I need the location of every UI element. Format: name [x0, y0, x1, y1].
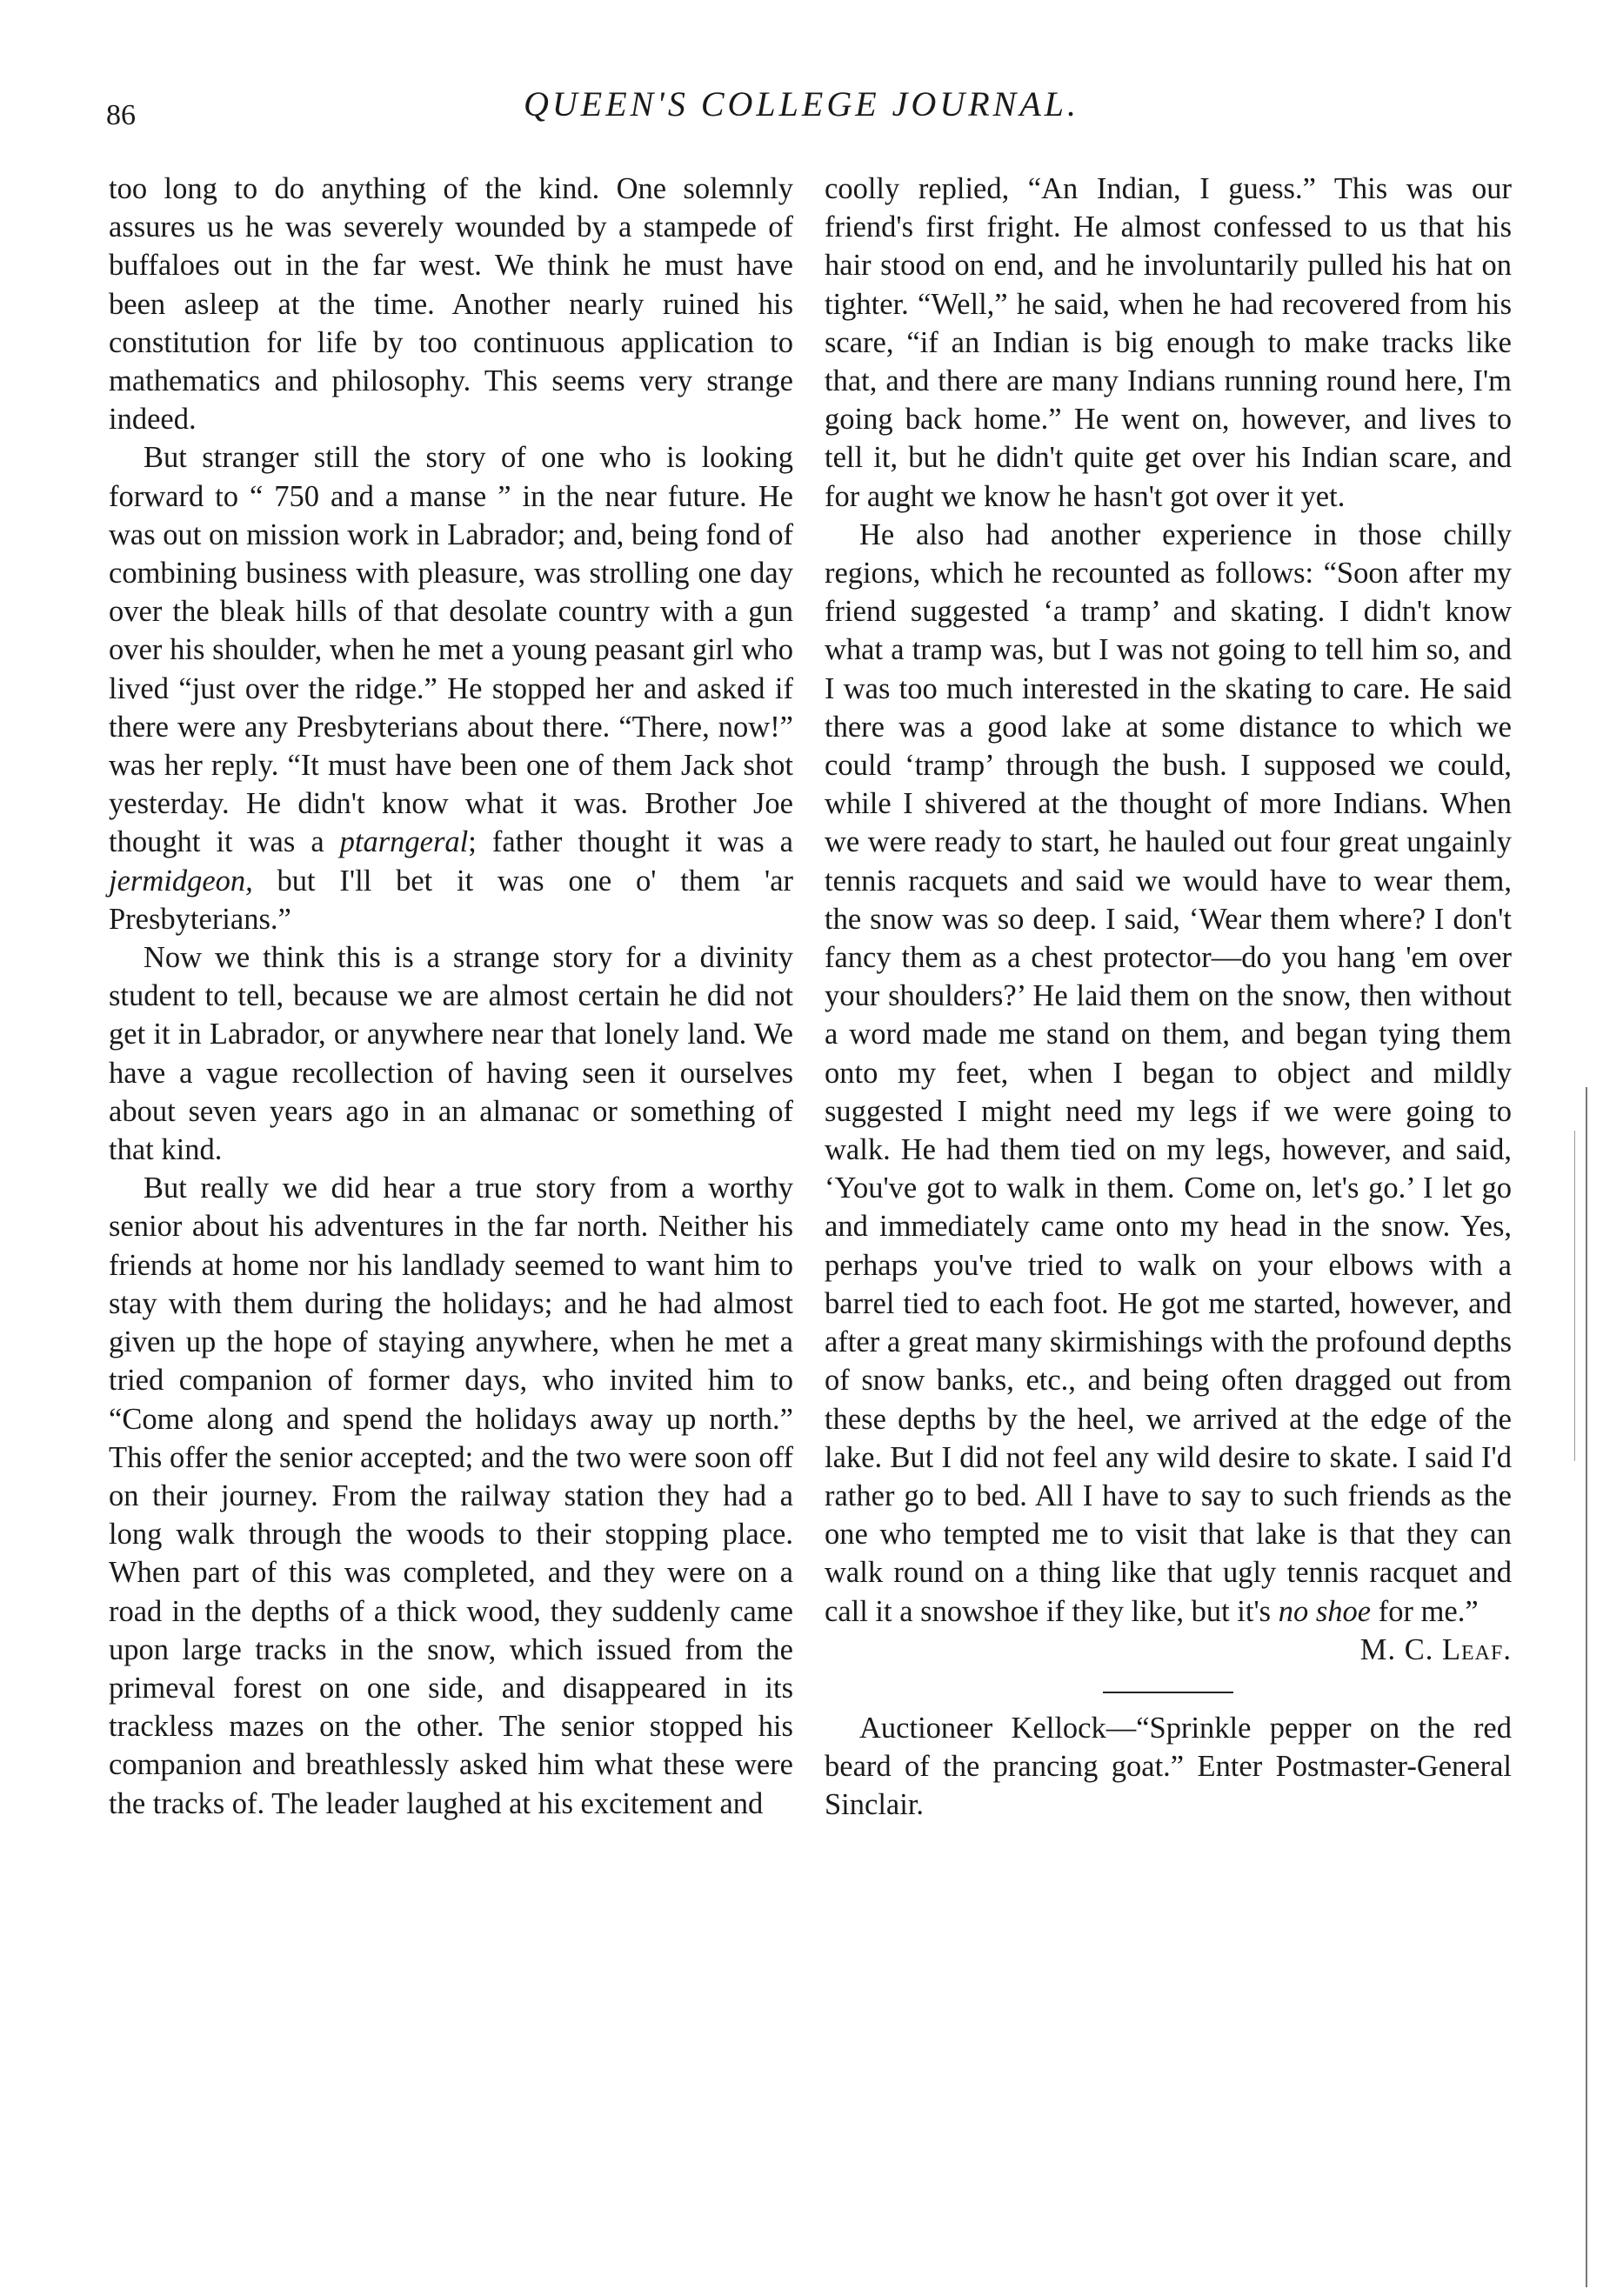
paragraph	[109, 438, 793, 938]
text-run: for me.”	[1371, 1594, 1479, 1628]
paragraph: But really we did hear a true story from a worthy senior about his adventures in the far north. Neither his friends at home nor his landlady seemed to want him to stay with them during the holidays; and he had almost given up the hope of staying anywhere, when he met a tried companion of former days, who invited him to “Come along and spend the holidays away up north.” This offer the senior accepted; and the two were soon off on their journey. From the railway station they had a long walk through the woods to their stopping place. When part of this was completed, and they were on a road in the depths of a thick wood, they suddenly came upon large tracks in the snow, which issued from the primeval forest on one side, and disappeared in its trackless mazes on the other. The senior stopped his companion and breathlessly asked him what these were the tracks of. The leader laughed at his excitement and	[109, 1171, 793, 1820]
running-head	[0, 80, 1603, 132]
signature-line	[825, 1631, 1512, 1669]
text-run: ; father thought it was a	[468, 825, 793, 859]
scan-edge-line	[1586, 1087, 1587, 2287]
journal-title: QUEEN'S COLLEGE JOURNAL.	[523, 84, 1079, 123]
text-run: He also had another experience in those chilly regions, which he recounted as follows: “Soon after my friend suggested ‘a tramp’ and skating. I didn't know what a tramp was, but I was not going to tell him so, and I was too much interested in the skating to care. He said there was a good lake at some distance to which we could ‘tramp’ through the bush. I supposed we could, while I shivered at the thought of more Indians. When we were ready to start, he hauled out four great ungainly tennis racquets and said we would have to wear them, the snow was so deep. I said, ‘Wear them where? I don't fancy them as a chest protector—do you hang 'em over your shoulders?’ He laid them on the snow, then without a word made me stand on them, and began tying them onto my feet, when I began to object and mildly suggested I might need my legs if we were going to walk. He had them tied on my legs, however, and said, ‘You've got to walk in them. Come on, let's go.’ I let go and immediately came onto my head in the snow. Yes, perhaps you've tried to walk on your elbows with a barrel tied to each foot. He got me started, however, and after a great many skirmishings with the profound depths of snow banks, etc., and being often dragged out from these depths by the heel, we arrived at the edge of the lake. But I did not feel any wild desire to skate. I said I'd rather go to bed. All I have to say to such friends as the one who tempted me to visit that lake is that they can walk round on a thing like that ugly tennis racquet and call it a snowshoe if they like, but it's	[825, 517, 1512, 1628]
italic-word: jermidgeon,	[109, 864, 253, 898]
italic-phrase: no shoe	[1278, 1594, 1372, 1628]
right-column	[825, 170, 1512, 2196]
scan-edge-line	[1574, 1131, 1575, 1461]
left-column	[109, 170, 793, 2196]
author-signature: M. C. Leaf.	[1359, 1632, 1512, 1666]
paragraph	[825, 516, 1512, 1631]
text-run: But stranger still the story of one who is looking forward to “ 750 and a manse ” in the near future. He was out on mission work in Labrador; and, being fond of combining business with pleasure, was strolling one day over the bleak hills of that desolate country with a gun over his shoulder, when he met a young peasant girl who lived “just over the ridge.” He stopped her and asked if there were any Presbyterians about there. “There, now!” was her reply. “It must have been one of them Jack shot yesterday. He didn't know what it was. Brother Joe thought it was a	[109, 441, 793, 859]
paragraph: coolly replied, “An Indian, I guess.” This was our friend's first fright. He almost confessed to us that his hair stood on end, and he involuntarily pulled his hat on tighter. “Well,” he said, when he had recovered from his scare, “if an Indian is big enough to make tracks like that, and there are many Indians running round here, I'm going back home.” He went on, however, and lives to tell it, but he didn't quite get over his Indian scare, and for aught we know he hasn't got over it yet.	[825, 172, 1512, 513]
italic-word: ptarngeral	[339, 825, 469, 859]
text-run: but I'll bet it was one o' them 'ar Presbyterians.”	[109, 864, 793, 936]
section-divider	[1103, 1692, 1233, 1693]
page-number: 86	[106, 99, 136, 131]
paragraph: Auctioneer Kellock—“Sprinkle pepper on the red beard of the prancing goat.” Enter Postmaster-General Sinclair.	[825, 1711, 1512, 1822]
paragraph: Now we think this is a strange story for a divinity student to tell, because we are almost certain he did not get it in Labrador, or anywhere near that lonely land. We have a vague recollection of having seen it ourselves about seven years ago in an almanac or something of that kind.	[109, 941, 793, 1167]
paragraph: too long to do anything of the kind. One solemnly assures us he was severely wounded by a stampede of buffaloes out in the far west. We think he must have been asleep at the time. Another nearly ruined his constitution for life by too continuous application to mathematics and philosophy. This seems very strange indeed.	[109, 172, 793, 437]
